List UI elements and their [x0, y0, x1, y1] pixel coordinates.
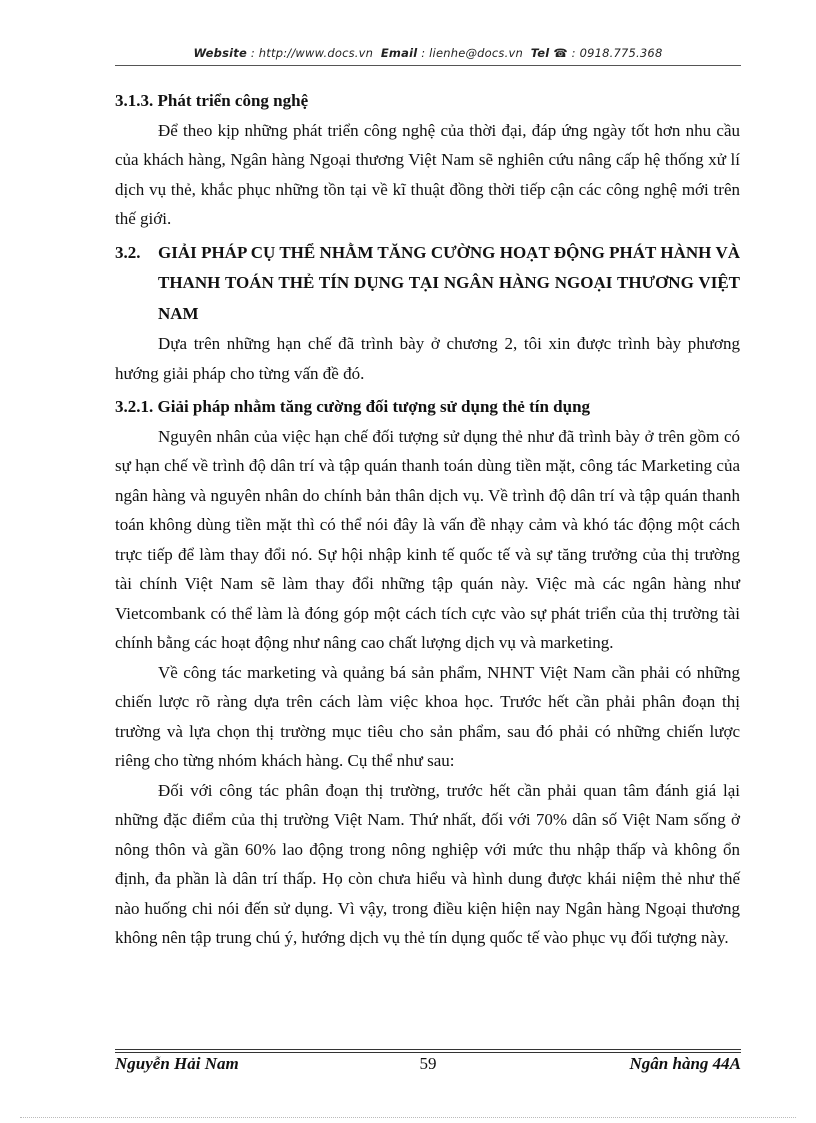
section-heading-313: 3.1.3. Phát triển công nghệ [115, 91, 309, 110]
page-header [115, 46, 741, 60]
website-label: Website [193, 46, 247, 60]
footer-class: Ngân hàng 44A [629, 1054, 741, 1073]
email-label: Email [380, 46, 418, 60]
section-title-32: GIẢI PHÁP CỤ THỂ NHẰM TĂNG CƯỜNG HOẠT ĐỘNG PHÁT HÀNH VÀ THANH TOÁN THẺ TÍN DỤNG TẠI NGÂN HÀNG NGOẠI THƯƠNG VIỆT NAM [158, 242, 740, 323]
phone-icon: ☎ [553, 46, 568, 60]
paragraph-321-3: Đối với công tác phân đoạn thị trường, trước hết cần phải quan tâm đánh giá lại những đặc điểm của thị trường Việt Nam. Thứ nhất, đối với 70% dân số Việt Nam sống ở nông thôn và gần 60% lao động trong nông nghiệp với mức thu nhập thấp và không ổn định, đa phần là dân trí thấp. Họ còn chưa hiểu và hình dung được khái niệm thẻ như thế nào huống chi nói đến sử dụng. Vì vậy, trong điều kiện hiện nay Ngân hàng Ngoại thương không nên tập trung chú ý, hướng dịch vụ thẻ tín dụng quốc tế vào phục vụ đối tượng này. [115, 780, 740, 947]
page-footer [115, 1054, 741, 1078]
header-rule [115, 65, 741, 66]
page-edge-dots [20, 1117, 796, 1118]
paragraph-321-2: Về công tác marketing và quảng bá sản phẩm, NHNT Việt Nam cần phải có những chiến lược rõ ràng dựa trên cách làm việc khoa học. Trước hết cần phải phân đoạn thị trường và lựa chọn thị trường mục tiêu cho sản phẩm, sau đó phải có những chiến lược riêng cho từng nhóm khách hàng. Cụ thể như sau: [115, 662, 740, 770]
paragraph-32: Dựa trên những hạn chế đã trình bày ở chương 2, tôi xin được trình bày phương hướng giải pháp cho từng vấn đề đó. [115, 334, 740, 383]
email-value[interactable]: : lienhe@docs.vn [421, 46, 523, 60]
footer-author: Nguyễn Hải Nam [115, 1054, 239, 1073]
footer-rule-top [115, 1049, 741, 1050]
tel-value: : 0918.775.368 [571, 46, 663, 60]
document-body [115, 86, 740, 953]
website-value[interactable]: : http://www.docs.vn [250, 46, 374, 60]
section-number-32: 3.2. [115, 242, 141, 262]
section-heading-32 [115, 238, 740, 330]
section-heading-321: 3.2.1. Giải pháp nhằm tăng cường đối tượng sử dụng thẻ tín dụng [115, 397, 591, 416]
footer-rule-bottom [115, 1052, 741, 1053]
footer-page-number: 59 [419, 1054, 437, 1073]
tel-label: Tel [530, 46, 550, 60]
paragraph-313: Để theo kịp những phát triển công nghệ của thời đại, đáp ứng ngày tốt hơn nhu cầu của khách hàng, Ngân hàng Ngoại thương Việt Nam sẽ nghiên cứu nâng cấp hệ thống xử lí dịch vụ thẻ, khắc phục những tồn tại về kĩ thuật đồng thời tiếp cận các công nghệ mới trên thế giới. [115, 120, 740, 228]
paragraph-321-1: Nguyên nhân của việc hạn chế đối tượng sử dụng thẻ như đã trình bày ở trên gồm có sự hạn chế về trình độ dân trí và tập quán thanh toán dùng tiền mặt, công tác Marketing của ngân hàng và nguyên nhân do chính bản thân dịch vụ. Về trình độ dân trí và tập quán thanh toán không dùng tiền mặt thì có thể nói đây là vấn đề nhạy cảm và khó tác động một cách trực tiếp để làm thay đổi nó. Sự hội nhập kinh tế quốc tế và sự tăng trưởng của thị trường tài chính Việt Nam sẽ làm thay đổi những tập quán này. Việc mà các ngân hàng như Vietcombank có thể làm là đóng góp một cách tích cực vào sự phát triển của thị trường tài chính bằng các hoạt động như nâng cao chất lượng dịch vụ và marketing. [115, 426, 740, 652]
